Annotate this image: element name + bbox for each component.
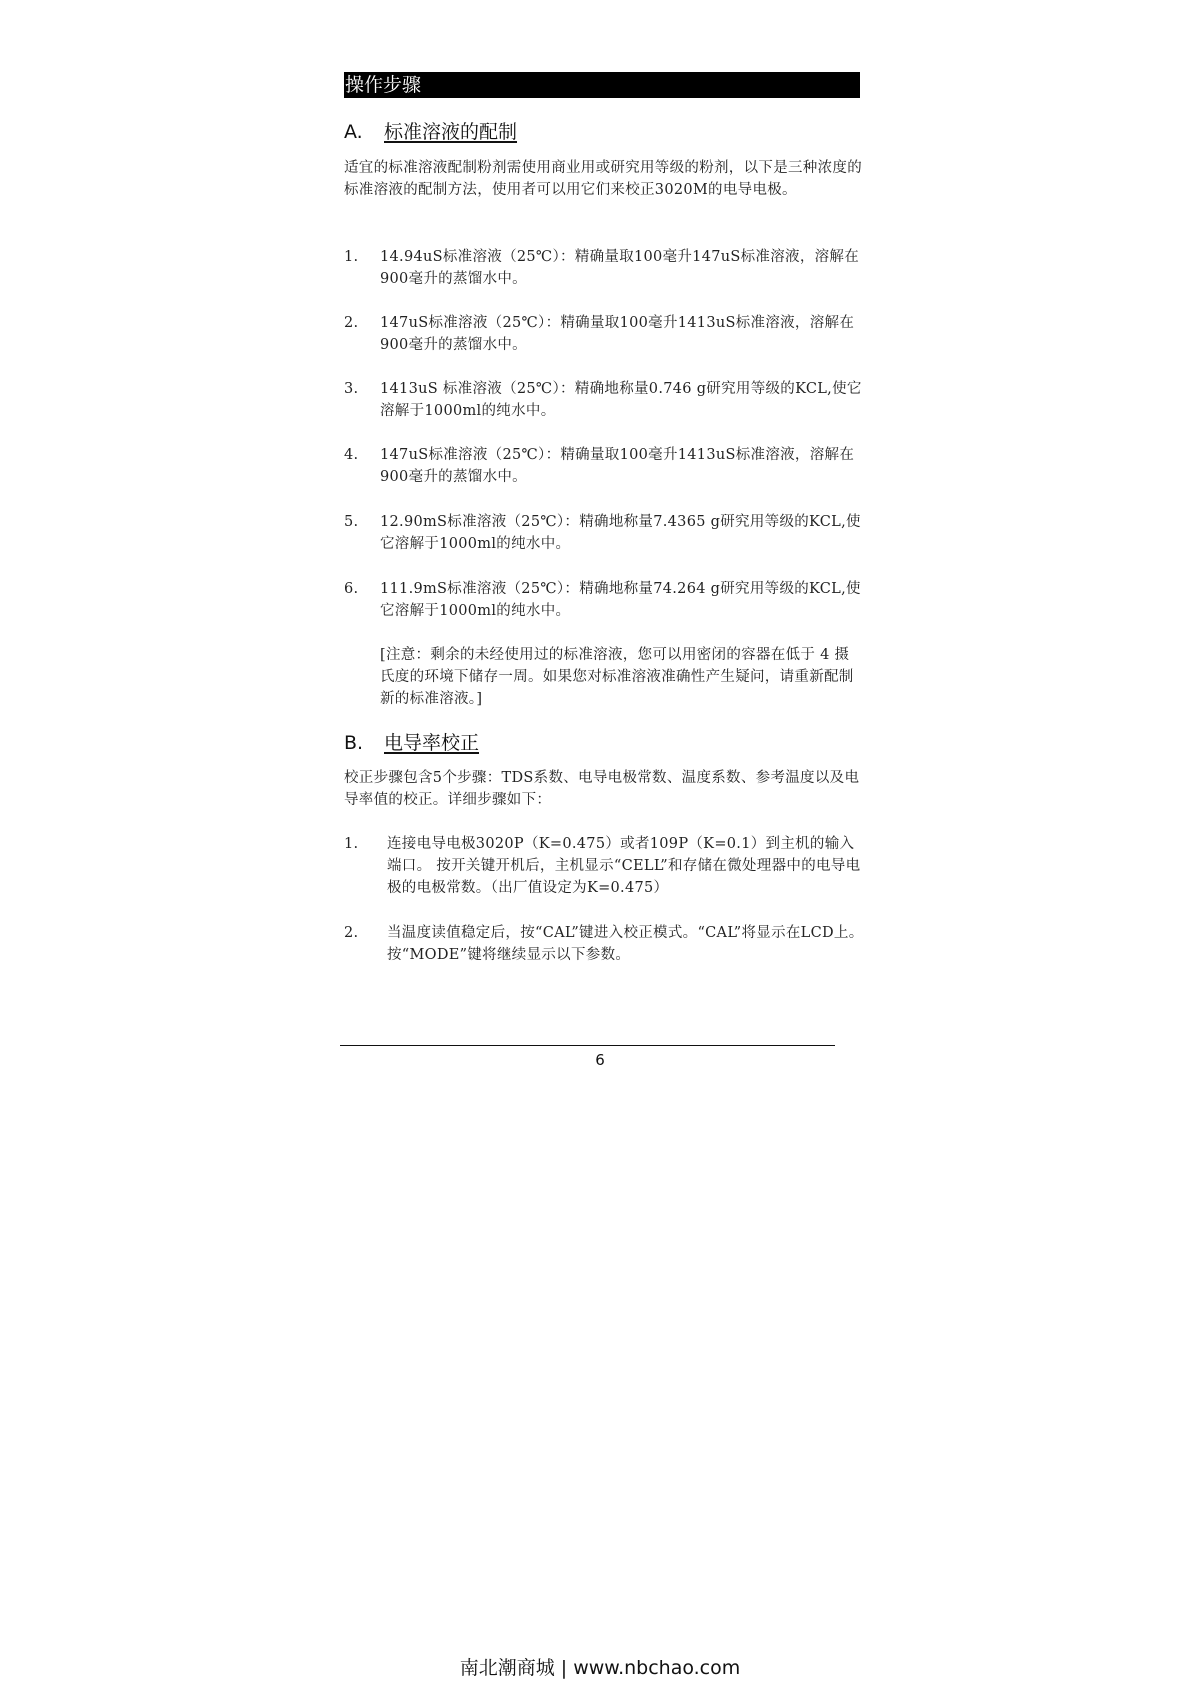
list-item-text: 12.90mS标准溶液（25℃）：精确地称量7.4365 g研究用等级的KCL,使它溶解于1000ml的纯水中。 [380, 514, 861, 552]
list-item-number: 1. [344, 249, 359, 265]
list-item-number: 2. [344, 925, 359, 941]
section-a-title: 标准溶液的配制 [384, 121, 518, 143]
section-a-heading [344, 120, 517, 144]
site-watermark: 南北潮商城 | www.nbchao.com [459, 1657, 741, 1679]
list-item [344, 833, 864, 899]
list-item-number: 5. [344, 514, 359, 530]
section-b-letter: B. [344, 732, 364, 754]
list-item [344, 312, 864, 356]
list-item [344, 578, 864, 622]
header-title: 操作步骤 [345, 74, 422, 96]
list-item [344, 511, 864, 555]
list-item [344, 444, 864, 488]
list-item-text: 147uS标准溶液（25℃）：精确量取100毫升1413uS标准溶液，溶解在900毫升的蒸馏水中。 [380, 315, 855, 353]
footer-rule [340, 1045, 835, 1046]
list-item-text: 111.9mS标准溶液（25℃）：精确地称量74.264 g研究用等级的KCL,使它溶解于1000ml的纯水中。 [380, 581, 861, 619]
list-item-text: 当温度读值稳定后，按“CAL”键进入校正模式。“CAL”将显示在LCD上。按“MODE”键将继续显示以下参数。 [387, 925, 864, 963]
list-item-text: 连接电导电极3020P（K=0.475）或者109P（K=0.1）到主机的输入端口。 按开关键开机后，主机显示“CELL”和存储在微处理器中的电导电极的电极常数。（出厂值设定为K=0.475） [387, 836, 861, 896]
list-item-number: 1. [344, 836, 359, 852]
section-b-heading [344, 731, 479, 755]
list-item [344, 378, 864, 422]
section-a-letter: A. [344, 121, 363, 143]
list-item-number: 3. [344, 381, 359, 397]
list-item-number: 6. [344, 581, 359, 597]
section-b-intro: 校正步骤包含5个步骤：TDS系数、电导电极常数、温度系数、参考温度以及电导率值的校正。详细步骤如下： [344, 770, 860, 808]
list-item-number: 2. [344, 315, 359, 331]
section-b-title: 电导率校正 [384, 732, 480, 754]
list-item-number: 4. [344, 447, 359, 463]
section-a-intro: 适宜的标准溶液配制粉剂需使用商业用或研究用等级的粉剂，以下是三种浓度的标准溶液的配制方法，使用者可以用它们来校正3020M的电导电极。 [344, 160, 862, 198]
list-item [344, 922, 864, 966]
list-item-text: 147uS标准溶液（25℃）：精确量取100毫升1413uS标准溶液，溶解在900毫升的蒸馏水中。 [380, 447, 855, 485]
list-item [344, 246, 864, 290]
list-item-text: 14.94uS标准溶液（25℃）：精确量取100毫升147uS标准溶液，溶解在900毫升的蒸馏水中。 [380, 249, 860, 287]
storage-note: [注意：剩余的未经使用过的标准溶液，您可以用密闭的容器在低于 4 摄氏度的环境下储存一周。如果您对标准溶液准确性产生疑问，请重新配制新的标准溶液。] [380, 647, 854, 707]
page-number: 6 [595, 1051, 605, 1069]
page-header-bar [344, 72, 860, 98]
list-item-text: 1413uS 标准溶液（25℃）：精确地称量0.746 g研究用等级的KCL,使它溶解于1000ml的纯水中。 [380, 381, 862, 419]
